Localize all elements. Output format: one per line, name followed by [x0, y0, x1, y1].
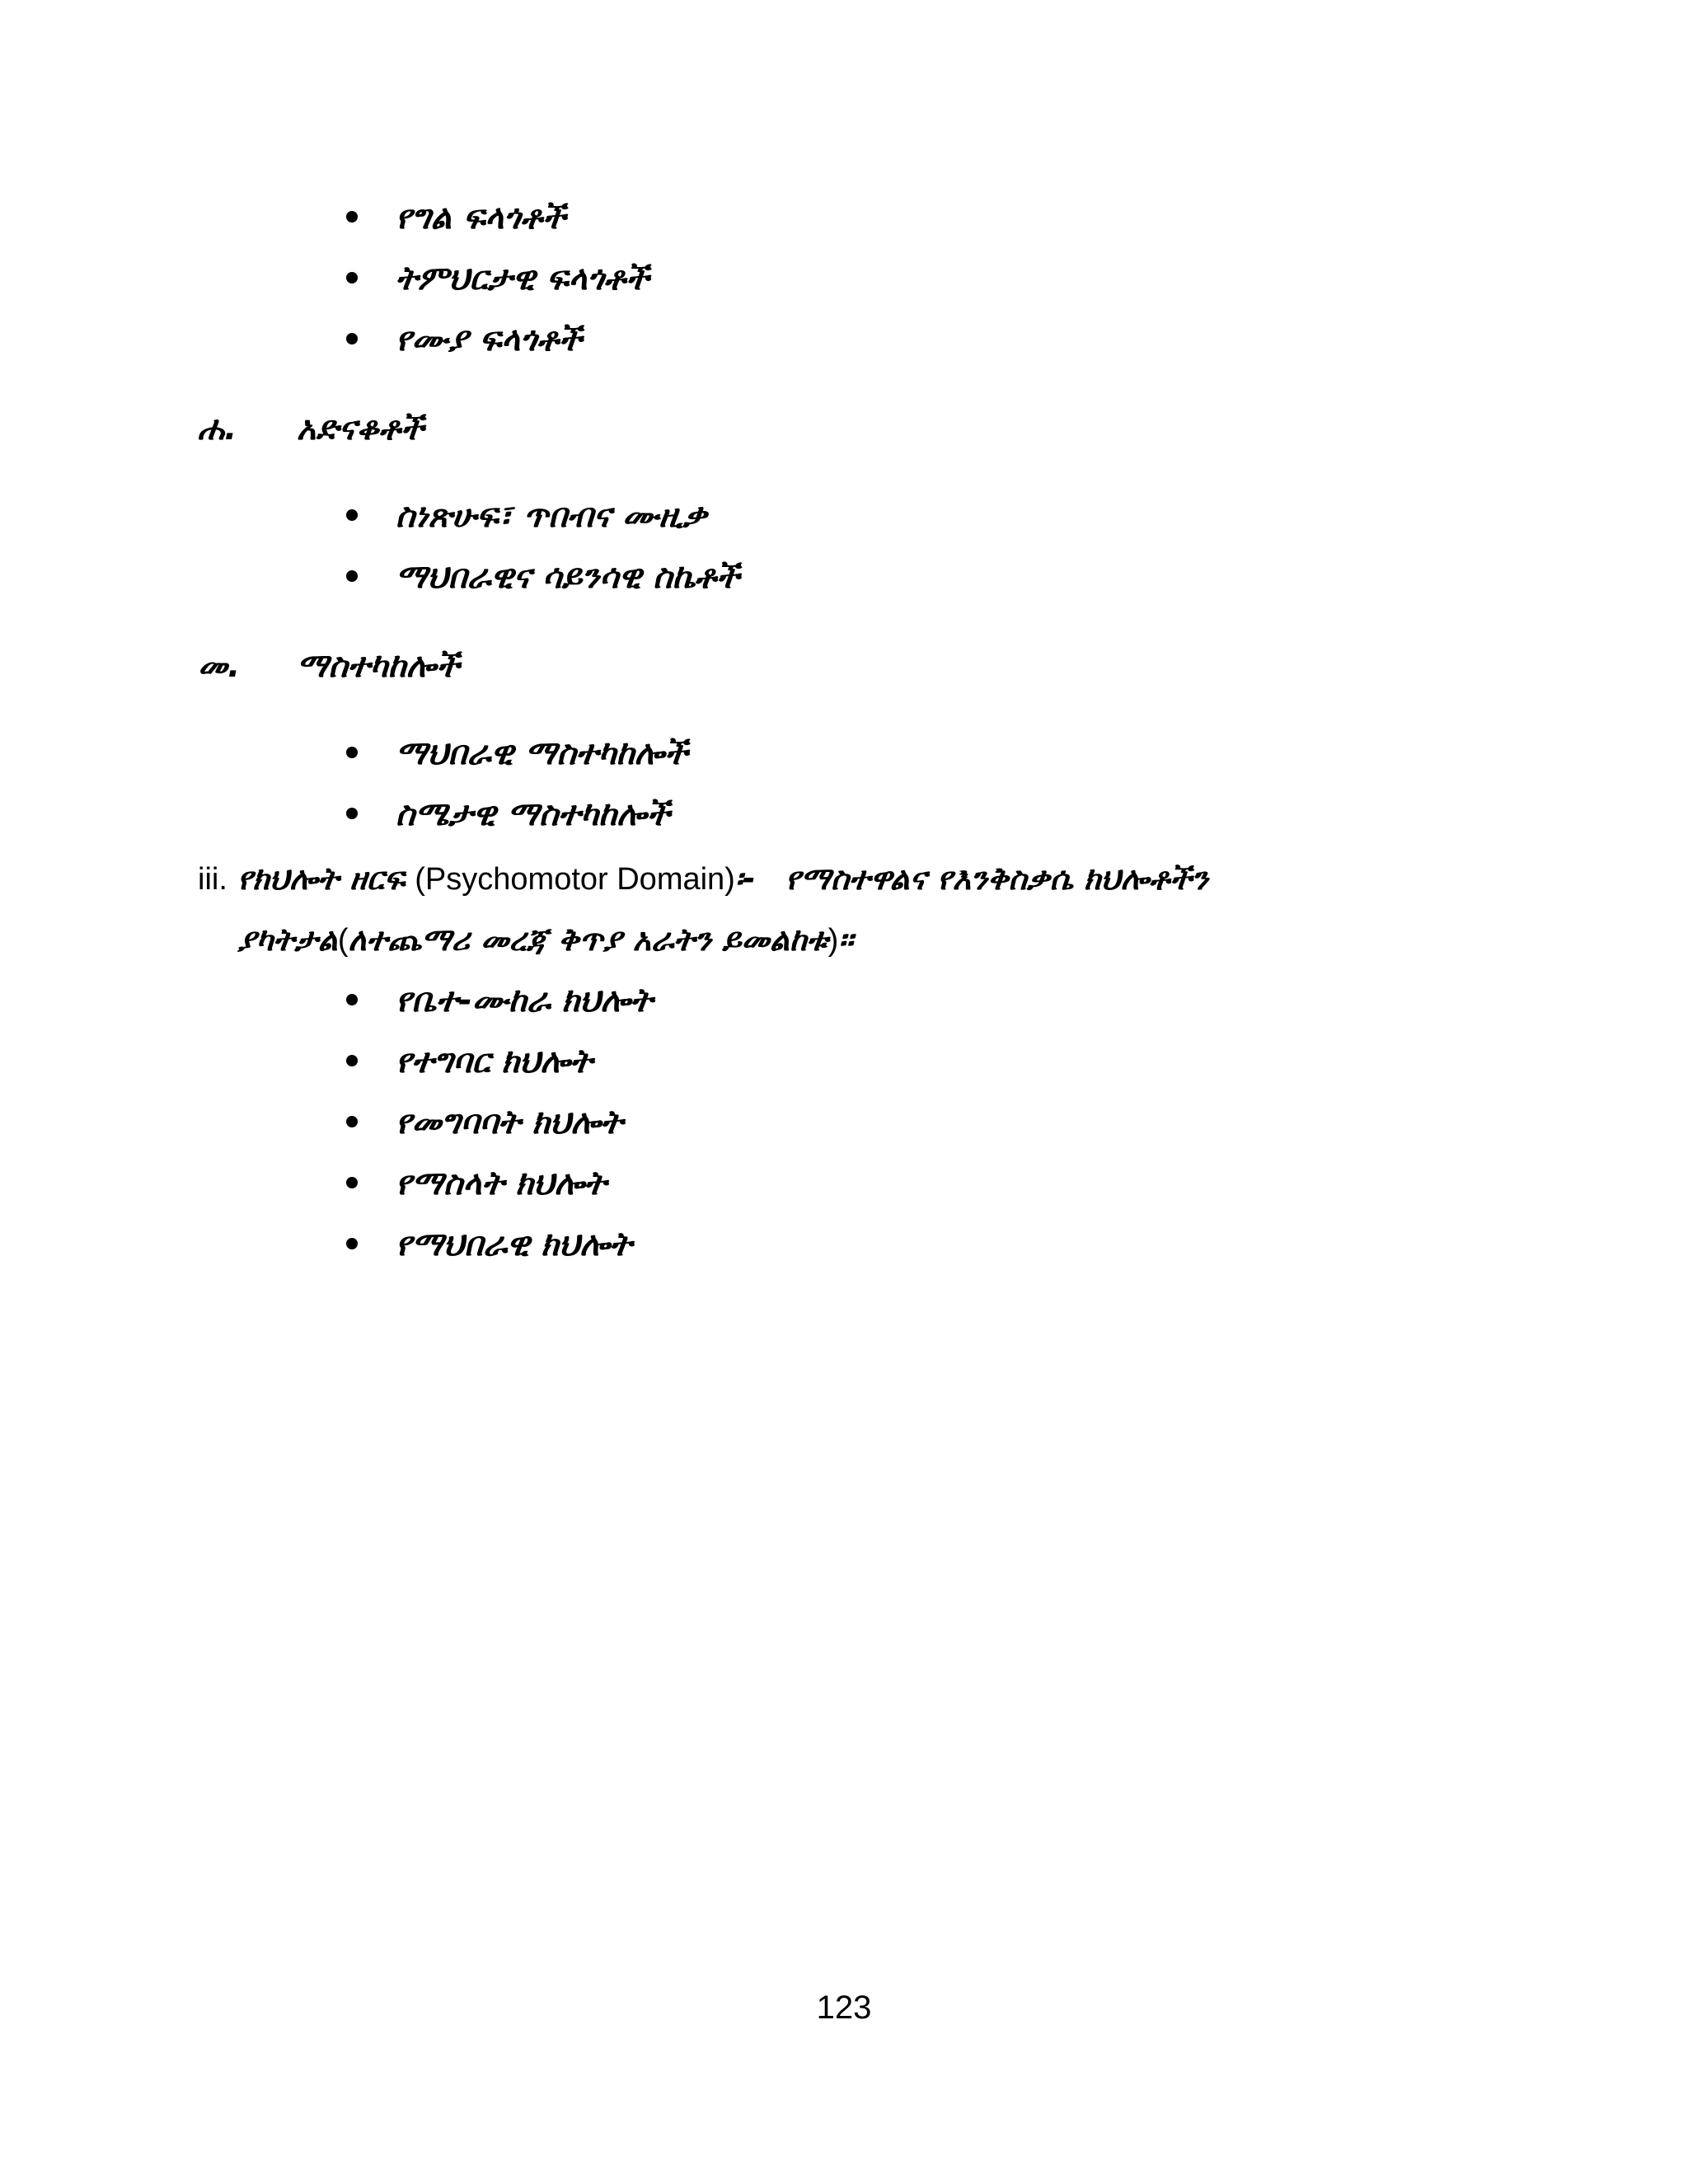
roman-numeral: iii.	[198, 862, 227, 897]
psychomotor-paragraph-line1	[198, 857, 1208, 901]
paren-open: (	[337, 923, 349, 958]
bullet-icon	[346, 272, 358, 284]
full-stop: ፡፡	[838, 921, 854, 958]
list-item-text: የሙያ ፍላጎቶች	[396, 321, 582, 359]
bullet-icon	[346, 1177, 358, 1188]
paren-close: )	[828, 923, 839, 958]
domain-english-name: (Psychomotor Domain)	[415, 862, 735, 897]
list-item-text: የመግባባት ክህሎት	[396, 1104, 623, 1141]
page-number: 123	[816, 1990, 872, 2026]
bullet-icon	[346, 994, 358, 1005]
list-item-text: ማህበራዊ ማስተካከሎች	[396, 734, 688, 772]
section-marker: መ.	[198, 647, 241, 685]
bullet-icon	[346, 747, 358, 758]
section-marker: ሐ.	[198, 410, 237, 448]
list-item-text: ስሜታዊ ማስተካከሎች	[396, 795, 670, 833]
bullet-icon	[346, 1055, 358, 1066]
domain-description-continued: ያካትታል	[237, 921, 338, 958]
reference-note: ለተጨማሪ መረጃ ቅጥያ አራትን ይመልከቱ	[348, 921, 828, 958]
list-item-text: የማህበራዊ ክህሎት	[396, 1226, 632, 1263]
bullet-icon	[346, 1238, 358, 1249]
section-title: ማስተካከሎች	[297, 647, 460, 685]
bullet-icon	[346, 333, 358, 344]
list-item-text: ትምህርታዊ ፍላጎቶች	[396, 260, 649, 298]
list-item-text: ስነጽሁፍ፣ ጥበብና ሙዚቃ	[396, 497, 707, 535]
psychomotor-paragraph-line2	[237, 918, 853, 962]
bullet-icon	[346, 509, 358, 521]
bullet-icon	[346, 808, 358, 819]
domain-term: የክህሎት ዘርፍ	[237, 860, 406, 897]
domain-description: የማስተዋልና የእንቅስቃሴ ክህሎቶችን	[785, 860, 1208, 897]
list-item-text: የማስላት ክህሎት	[396, 1165, 607, 1202]
bullet-icon	[346, 211, 358, 223]
section-title: አድናቆቶች	[297, 410, 424, 448]
bullet-icon	[346, 570, 358, 582]
list-item-text: የተግባር ክህሎት	[396, 1043, 593, 1080]
separator: ፡-	[734, 860, 756, 897]
list-item-text: የቤተ-ሙከራ ክህሎት	[396, 982, 653, 1019]
bullet-icon	[346, 1116, 358, 1127]
list-item-text: የግል ፍላጎቶች	[396, 199, 566, 237]
list-item-text: ማህበራዊና ሳይንሳዊ ስኬቶች	[396, 558, 740, 596]
